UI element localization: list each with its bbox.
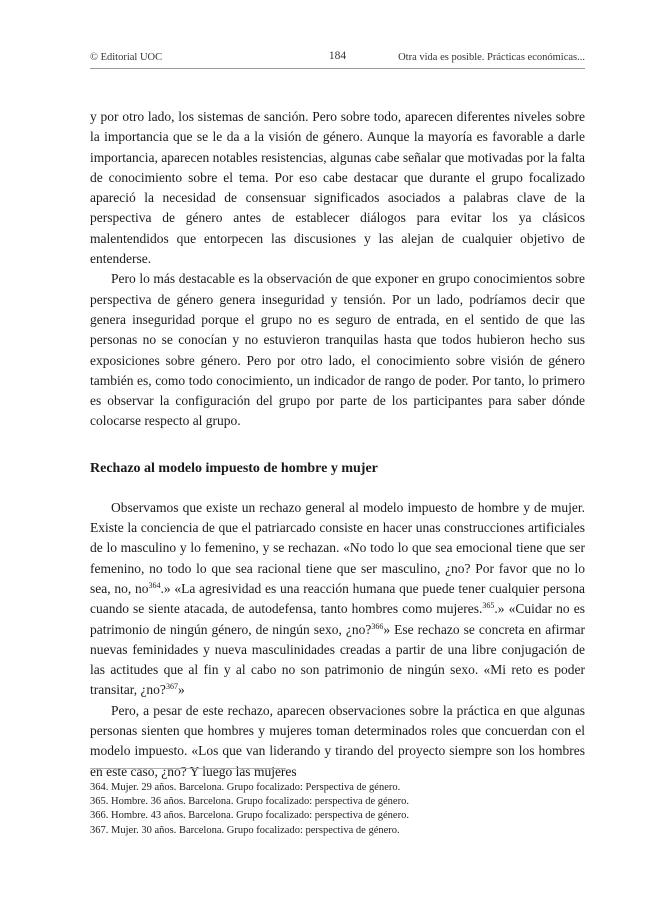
footnote: 366. Hombre. 43 años. Barcelona. Grupo focalizado: perspectiva de género. xyxy=(90,810,409,822)
footnotes xyxy=(90,781,585,838)
page-number: 184 xyxy=(328,50,347,62)
paragraph: y por otro lado, los sistemas de sanción. Pero sobre todo, aparecen diferentes niveles sobre la importancia que se le da a la visión de género. Aunque la mayoría es favorable a darle importancia, aparecen notables resistencias, algunas cabe señalar que motivadas por la falta de conocimiento sobre el tema. Por eso cabe destacar que durante el grupo focalizado apareció la necesidad de consensuar significados asociados a palabras clave de la perspectiva de género antes de establecer diálogos para evitar los ya clásicos malentendidos que entorpecen las discusiones y las alejan de cualquier objetivo de entenderse. xyxy=(90,109,585,267)
footnote-divider xyxy=(90,768,286,769)
paragraph-text: .» «Cuidar no es patrimonio de ningún género, de ningún sexo, ¿no? xyxy=(90,601,585,637)
paragraph-text: » Ese rechazo se concreta en afirmar nuevas feminidades y nueva masculinidades creadas a partir de una libre conjugación de las actitudes que al fin y al cabo no son patrimonio de ningún sexo. «Mi reto es poder transitar, ¿no? xyxy=(90,621,585,698)
paragraph-text: Observamos que existe un rechazo general al modelo impuesto de hombre y de mujer. Existe la conciencia de que el patriarcado consiste en hacer unas construcciones artificiales de lo masculino y lo femenino, y se rechazan. «No todo lo que sea emocional tiene que ser femenino, no todo lo que sea racional tiene que ser masculino, ¿no? Por favor que no lo sea, no, no xyxy=(90,499,585,596)
paragraph xyxy=(90,498,585,701)
paragraph: Pero lo más destacable es la observación de que exponer en grupo conocimientos sobre perspectiva de género genera inseguridad y tensión. Por un lado, podríamos decir que genera inseguridad porque el grupo no es seguro de entrada, en el sentido de que las personas no se conocían y no estuvieron tranquilas hasta que todos hubieron hecho sus exposiciones sobre género. Pero por otro lado, el conocimiento sobre visión de género también es, como todo conocimiento, un indicador de rango de poder. Por tanto, lo primero es observar la configuración del grupo por parte de los participantes para saber dónde colocarse respecto al grupo. xyxy=(90,271,585,429)
footnote-ref: 367 xyxy=(165,682,178,692)
paragraph: Pero, a pesar de este rechazo, aparecen observaciones sobre la práctica en que algunas personas sienten que hombres y mujeres toman determinados roles que concuerdan con el modelo impuesto. «Los que van liderando y tirando del proyecto siempre son los hombres en este caso, ¿no? Y luego las mujeres xyxy=(90,702,585,779)
footnote-ref: 364 xyxy=(148,580,161,590)
main-text xyxy=(90,107,585,782)
paragraph-text: .» «La agresividad es una reacción humana que puede tener cualquier persona cuando se siente atacada, de autodefensa, tanto hombres como mujeres. xyxy=(90,580,585,617)
publisher-label: © Editorial UOC xyxy=(90,52,163,63)
footnote-ref: 365 xyxy=(482,601,495,611)
book-title: Otra vida es posible. Prácticas económicas... xyxy=(398,52,585,63)
paragraph-text: » xyxy=(177,682,185,698)
footnote: 367. Mujer. 30 años. Barcelona. Grupo focalizado: perspectiva de género. xyxy=(90,824,400,836)
running-header xyxy=(90,50,585,69)
footnote: 365. Hombre. 36 años. Barcelona. Grupo focalizado: perspectiva de género. xyxy=(90,796,409,808)
section-heading: Rechazo al modelo impuesto de hombre y mujer xyxy=(90,460,378,476)
footnote-ref: 366 xyxy=(371,621,384,631)
footnote: 364. Mujer. 29 años. Barcelona. Grupo focalizado: Perspectiva de género. xyxy=(90,782,401,793)
